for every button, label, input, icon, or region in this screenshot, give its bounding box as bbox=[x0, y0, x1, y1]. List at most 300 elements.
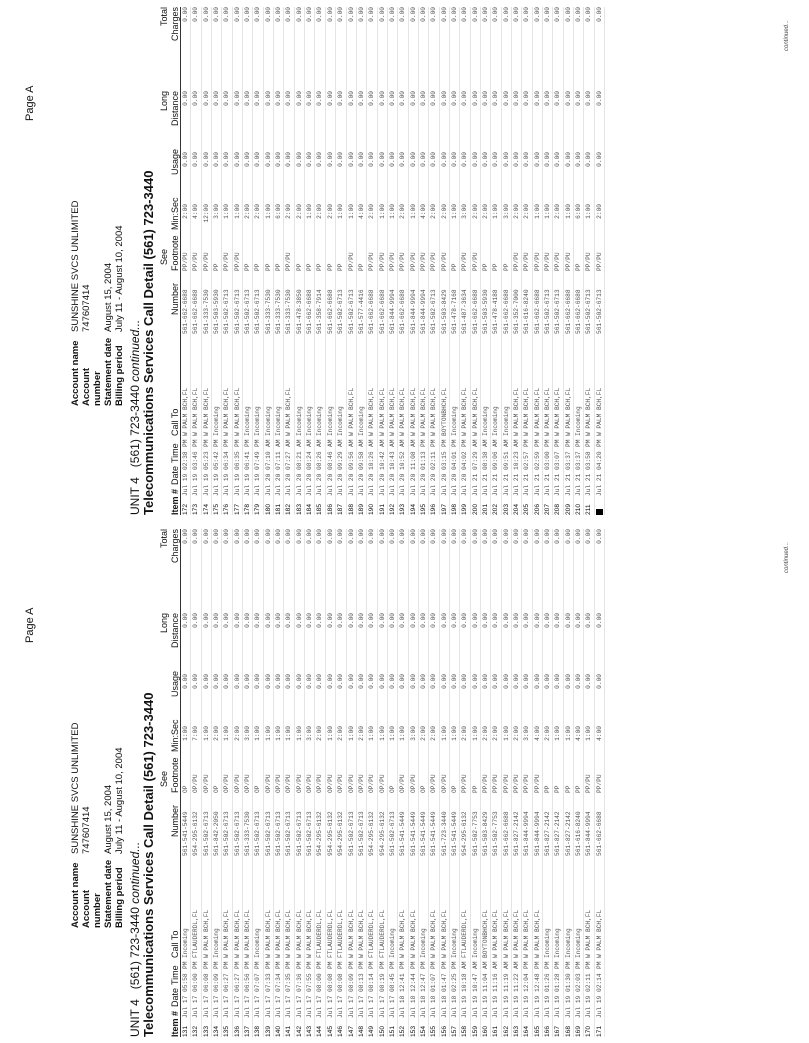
call-duration: 2:00 bbox=[244, 204, 252, 219]
call-date: Jul 17 bbox=[285, 995, 293, 1018]
long-distance-charge: 0.00 bbox=[264, 91, 272, 106]
table-row bbox=[440, 7, 450, 515]
call-to: W PALM BCH,FL bbox=[554, 387, 562, 436]
call-ampm: PM bbox=[192, 961, 200, 969]
call-time: 03:46 bbox=[192, 451, 200, 470]
long-distance-charge: 0.00 bbox=[554, 613, 562, 628]
usage-charge: 0.00 bbox=[554, 152, 562, 167]
call-to: FTLAUDERDL,FL bbox=[316, 909, 324, 958]
table-row bbox=[533, 7, 543, 515]
call-ampm: PM bbox=[419, 961, 427, 969]
call-date: Jul 17 bbox=[326, 995, 334, 1018]
call-date: Jul 20 bbox=[419, 473, 427, 496]
call-date: Jul 19 bbox=[471, 995, 479, 1018]
usage-charge: 0.00 bbox=[533, 152, 541, 167]
total-charge: 0.00 bbox=[326, 529, 334, 544]
call-date: Jul 19 bbox=[585, 995, 593, 1018]
call-ampm: PM bbox=[378, 961, 386, 969]
col-long: Long bbox=[159, 91, 169, 112]
call-duration: 12:00 bbox=[202, 204, 210, 223]
item-number: 170 bbox=[585, 1025, 593, 1037]
statement-date: August 15, 2004 bbox=[103, 262, 114, 332]
table-row bbox=[419, 7, 429, 515]
call-to: W PALM BCH,FL bbox=[202, 387, 210, 436]
call-footnote: PP/PU bbox=[471, 252, 479, 271]
usage-charge: 0.00 bbox=[202, 152, 210, 167]
call-date: Jul 20 bbox=[275, 473, 283, 496]
call-ampm: AM bbox=[502, 961, 510, 969]
call-to: FTLAUDERDL,FL bbox=[337, 909, 345, 958]
table-row bbox=[419, 529, 429, 1037]
call-duration: 2:00 bbox=[326, 204, 334, 219]
call-number: 561-662-6688 bbox=[368, 289, 376, 334]
continued-note: continued... bbox=[784, 541, 790, 573]
table-row bbox=[378, 529, 388, 1037]
table-row bbox=[471, 7, 481, 515]
call-footnote: PP/PU bbox=[233, 252, 241, 271]
table-row bbox=[336, 7, 346, 515]
table-row bbox=[295, 7, 305, 515]
table-row bbox=[553, 529, 563, 1037]
call-footnote: PP/PU bbox=[347, 252, 355, 271]
long-distance-charge: 0.00 bbox=[347, 613, 355, 628]
call-date: Jul 18 bbox=[409, 995, 417, 1018]
call-duration: 1:00 bbox=[440, 726, 448, 741]
call-date: Jul 17 bbox=[306, 995, 314, 1018]
item-number: 162 bbox=[502, 1025, 510, 1037]
total-charge: 0.00 bbox=[306, 7, 314, 22]
call-to: W PALM BCH,FL bbox=[523, 387, 531, 436]
item-number: 136 bbox=[233, 1025, 241, 1037]
call-footnote: OP/PU bbox=[192, 774, 200, 793]
call-time: 11:22 bbox=[513, 973, 520, 992]
call-to: Incoming bbox=[244, 406, 252, 436]
call-to: Incoming bbox=[357, 406, 365, 436]
call-to: W PALM BCH,FL bbox=[202, 909, 210, 958]
call-duration: 2:00 bbox=[481, 726, 489, 741]
call-date: Jul 18 bbox=[450, 995, 458, 1018]
call-time: 10:23 bbox=[513, 451, 520, 470]
billing-period-label: Billing period bbox=[114, 345, 125, 406]
call-ampm: PM bbox=[450, 439, 458, 447]
table-row bbox=[357, 7, 367, 515]
call-to: Incoming bbox=[254, 406, 262, 436]
call-footnote: PP/PU bbox=[368, 252, 376, 271]
long-distance-charge: 0.00 bbox=[533, 91, 541, 106]
col-min-sec: Min:Sec bbox=[170, 197, 180, 230]
call-ampm: PM bbox=[295, 961, 303, 969]
table-row bbox=[305, 529, 315, 1037]
long-distance-charge: 0.00 bbox=[254, 91, 262, 106]
call-to: Incoming bbox=[554, 928, 562, 958]
call-date: Jul 19 bbox=[254, 473, 262, 496]
call-duration: 1:00 bbox=[502, 726, 510, 741]
call-footnote: PP/PU bbox=[481, 774, 489, 793]
total-charge: 0.00 bbox=[316, 529, 324, 544]
item-number: 196 bbox=[430, 503, 438, 515]
item-number: 152 bbox=[399, 1025, 407, 1037]
long-distance-charge: 0.00 bbox=[213, 91, 221, 106]
call-duration: 1:00 bbox=[492, 204, 500, 219]
call-duration: 1:00 bbox=[223, 726, 231, 741]
call-time: 08:45 bbox=[388, 973, 396, 992]
call-ampm: PM bbox=[264, 961, 272, 969]
call-footnote: OP/PU bbox=[347, 774, 355, 793]
section-title: Telecommunications Services Call Detail (561) 723-3440 bbox=[141, 692, 156, 1037]
call-ampm: PM bbox=[202, 439, 210, 447]
item-number: 195 bbox=[419, 503, 427, 515]
call-ampm: AM bbox=[513, 961, 520, 969]
call-duration: 1:00 bbox=[233, 204, 241, 219]
item-number: 165 bbox=[533, 1025, 541, 1037]
call-ampm: PM bbox=[461, 439, 469, 447]
col-time: Time bbox=[170, 965, 180, 985]
long-distance-charge: 0.00 bbox=[378, 91, 386, 106]
call-duration: 2:00 bbox=[419, 726, 427, 741]
total-charge: 0.00 bbox=[264, 7, 272, 22]
usage-charge: 0.00 bbox=[378, 674, 386, 689]
call-ampm: PM bbox=[554, 439, 562, 447]
call-to: Incoming bbox=[388, 928, 396, 958]
call-ampm: AM bbox=[461, 961, 469, 969]
item-number: 179 bbox=[254, 503, 262, 515]
item-number: 159 bbox=[471, 1025, 479, 1037]
usage-charge: 0.00 bbox=[316, 152, 324, 167]
call-date: Jul 19 bbox=[513, 995, 520, 1018]
call-duration: 4:00 bbox=[357, 204, 365, 219]
call-duration: 2:00 bbox=[233, 726, 241, 741]
call-number: 561-503-8429 bbox=[481, 811, 489, 856]
item-number: 168 bbox=[564, 1025, 572, 1037]
call-to: Incoming bbox=[213, 406, 221, 436]
call-number: 561-502-6713 bbox=[244, 289, 252, 334]
long-distance-charge: 0.00 bbox=[564, 91, 572, 106]
call-number: 561-478-3850 bbox=[295, 289, 303, 334]
total-charge: 0.00 bbox=[244, 7, 252, 22]
usage-charge: 0.00 bbox=[223, 674, 231, 689]
long-distance-charge: 0.00 bbox=[419, 91, 427, 106]
total-charge: 0.00 bbox=[544, 529, 552, 544]
call-ampm: PM bbox=[347, 961, 355, 969]
call-footnote: PP bbox=[554, 785, 562, 793]
call-footnote: OP bbox=[388, 785, 396, 793]
call-ampm: PM bbox=[564, 439, 572, 447]
call-footnote: PP bbox=[213, 263, 221, 271]
call-duration: 3:00 bbox=[523, 726, 531, 741]
total-charge: 0.00 bbox=[492, 7, 500, 22]
call-footnote: PP/PU bbox=[285, 252, 293, 271]
total-charge: 0.00 bbox=[564, 7, 572, 22]
call-ampm: AM bbox=[471, 439, 479, 447]
col-distance: Distance bbox=[170, 613, 180, 649]
call-footnote: PP bbox=[575, 263, 583, 271]
call-time: 10:52 bbox=[399, 451, 407, 470]
call-footnote: PP bbox=[357, 263, 365, 271]
call-ampm: PM bbox=[430, 961, 438, 969]
call-duration: 3:00 bbox=[244, 726, 252, 741]
call-footnote: OP/PU bbox=[337, 774, 345, 793]
total-charge: 0.00 bbox=[357, 7, 365, 22]
call-ampm: PM bbox=[533, 961, 541, 969]
call-duration: 1:00 bbox=[326, 726, 334, 741]
long-distance-charge: 0.00 bbox=[564, 613, 572, 628]
total-charge: 0.00 bbox=[192, 529, 200, 544]
call-time: 07:33 bbox=[264, 973, 272, 992]
col-date: Date bbox=[170, 987, 180, 1007]
total-charge: 0.00 bbox=[513, 529, 520, 544]
call-duration: 1:00 bbox=[347, 204, 355, 219]
total-charge: 0.00 bbox=[481, 7, 489, 22]
call-date: Jul 20 bbox=[285, 473, 293, 496]
call-number: 561-352-7000 bbox=[513, 289, 520, 334]
call-to: W PALM BCH,FL bbox=[347, 387, 355, 436]
table-row bbox=[502, 7, 512, 515]
call-date: Jul 17 bbox=[202, 995, 210, 1018]
call-to: BOYTONBHCH,FL bbox=[481, 909, 489, 958]
total-charge: 0.00 bbox=[554, 7, 562, 22]
call-number: 561-502-6713 bbox=[254, 811, 262, 856]
table-row bbox=[574, 529, 584, 1037]
call-to: W PALM BCH,FL bbox=[285, 387, 293, 436]
col-usage: Usage bbox=[170, 670, 180, 697]
long-distance-charge: 0.00 bbox=[492, 613, 500, 628]
long-distance-charge: 0.00 bbox=[254, 613, 262, 628]
call-number: 561-502-6713 bbox=[233, 811, 241, 856]
call-number: 561-827-2142 bbox=[564, 811, 572, 856]
long-distance-charge: 0.00 bbox=[409, 91, 417, 106]
item-number: 149 bbox=[368, 1025, 376, 1037]
call-time: 03:58 bbox=[585, 451, 593, 470]
call-ampm: PM bbox=[316, 961, 324, 969]
call-footnote: OP/PU bbox=[285, 774, 293, 793]
call-footnote: OP/PU bbox=[306, 774, 314, 793]
long-distance-charge: 0.00 bbox=[523, 613, 531, 628]
item-number: 166 bbox=[544, 1025, 552, 1037]
call-ampm: AM bbox=[481, 961, 489, 969]
call-time: 07:34 bbox=[275, 973, 283, 992]
call-to: Incoming bbox=[450, 928, 458, 958]
usage-charge: 0.00 bbox=[337, 674, 345, 689]
table-row bbox=[274, 7, 284, 515]
call-duration: 2:00 bbox=[595, 204, 603, 219]
call-duration: 6:00 bbox=[575, 204, 583, 219]
call-number: 561-478-7168 bbox=[450, 289, 458, 334]
call-number: 561-503-5930 bbox=[481, 289, 489, 334]
usage-charge: 0.00 bbox=[326, 152, 334, 167]
call-duration: 1:00 bbox=[564, 204, 572, 219]
call-ampm: AM bbox=[368, 439, 376, 447]
col-number: Number bbox=[170, 804, 180, 837]
table-row bbox=[409, 529, 419, 1037]
call-date: Jul 18 bbox=[440, 995, 448, 1018]
call-to: W PALM BCH,FL bbox=[275, 909, 283, 958]
call-time: 06:27 bbox=[223, 973, 231, 992]
call-number: 561-502-6713 bbox=[223, 289, 231, 334]
usage-charge: 0.00 bbox=[388, 674, 396, 689]
call-time: 08:46 bbox=[326, 451, 334, 470]
unit-label: UNIT 4 bbox=[128, 477, 142, 515]
call-date: Jul 19 bbox=[233, 473, 241, 496]
usage-charge: 0.00 bbox=[544, 674, 552, 689]
call-duration: 6:00 bbox=[275, 204, 283, 219]
call-number: 561-662-6688 bbox=[595, 811, 603, 856]
call-to: Incoming bbox=[564, 928, 572, 958]
call-to: Incoming bbox=[419, 928, 427, 958]
table-row bbox=[222, 529, 232, 1037]
call-footnote: PP bbox=[544, 785, 552, 793]
call-duration: 2:00 bbox=[523, 204, 531, 219]
usage-charge: 0.00 bbox=[523, 152, 531, 167]
call-ampm: AM bbox=[337, 439, 345, 447]
call-footnote: OP/PU bbox=[316, 774, 324, 793]
call-to: W PALM BCH,FL bbox=[357, 909, 365, 958]
total-charge: 0.00 bbox=[244, 529, 252, 544]
call-to: Incoming bbox=[337, 406, 345, 436]
section-title: Telecommunications Services Call Detail (561) 723-3440 bbox=[141, 170, 156, 515]
call-time: 08:08 bbox=[337, 973, 345, 992]
total-charge: 0.00 bbox=[595, 529, 603, 544]
call-footnote: PP bbox=[492, 263, 500, 271]
unit-line bbox=[128, 320, 142, 515]
call-time: 07:10 bbox=[264, 451, 272, 470]
item-number: 194 bbox=[409, 503, 417, 515]
item-number: 143 bbox=[306, 1025, 314, 1037]
call-duration: 2:00 bbox=[430, 726, 438, 741]
call-time: 02:14 bbox=[595, 973, 603, 992]
call-footnote: OP/PU bbox=[223, 774, 231, 793]
long-distance-charge: 0.00 bbox=[544, 613, 552, 628]
item-number: 200 bbox=[471, 503, 479, 515]
call-footnote: PP/PU bbox=[182, 252, 189, 271]
call-ampm: PM bbox=[544, 439, 552, 447]
usage-charge: 0.00 bbox=[326, 674, 334, 689]
table-row bbox=[512, 7, 522, 515]
account-name: SUNSHINE SVCS UNLIMITED bbox=[70, 200, 81, 332]
total-charge: 0.00 bbox=[523, 529, 531, 544]
long-distance-charge: 0.00 bbox=[450, 91, 458, 106]
call-number: 561-844-9994 bbox=[533, 811, 541, 856]
call-number: 561-662-6688 bbox=[378, 289, 386, 334]
call-number: 561-358-7914 bbox=[316, 289, 324, 334]
long-distance-charge: 0.00 bbox=[264, 613, 272, 628]
call-date: Jul 21 bbox=[502, 473, 510, 496]
item-number: 158 bbox=[461, 1025, 469, 1037]
item-number: 141 bbox=[285, 1025, 293, 1037]
call-time: 03:15 bbox=[440, 451, 448, 470]
call-ampm: AM bbox=[264, 439, 272, 447]
call-to: W PALM BCH,FL bbox=[492, 909, 500, 958]
call-ampm: AM bbox=[471, 961, 479, 969]
total-charge: 0.00 bbox=[378, 529, 386, 544]
call-number: 561-844-9994 bbox=[585, 811, 593, 856]
unit-phone: (561) 723-3440 bbox=[128, 385, 142, 468]
long-distance-charge: 0.00 bbox=[595, 613, 603, 628]
call-ampm: AM bbox=[481, 439, 489, 447]
usage-charge: 0.00 bbox=[533, 674, 541, 689]
long-distance-charge: 0.00 bbox=[481, 91, 489, 106]
total-charge: 0.00 bbox=[347, 7, 355, 22]
call-duration: 2:00 bbox=[513, 204, 520, 219]
long-distance-charge: 0.00 bbox=[285, 613, 293, 628]
call-number: 561-502-6713 bbox=[430, 289, 438, 334]
call-date: Jul 21 bbox=[575, 473, 583, 496]
item-number: 197 bbox=[440, 503, 448, 515]
call-date: Jul 20 bbox=[378, 473, 386, 496]
long-distance-charge: 0.00 bbox=[523, 91, 531, 106]
call-ampm: PM bbox=[223, 961, 231, 969]
call-number: 561-502-6713 bbox=[254, 289, 262, 334]
call-time: 10:18 bbox=[461, 973, 469, 992]
call-to: W PALM BCH,FL bbox=[388, 387, 396, 436]
item-number: 189 bbox=[357, 503, 365, 515]
call-ampm: PM bbox=[182, 961, 189, 969]
long-distance-charge: 0.00 bbox=[202, 91, 210, 106]
usage-charge: 0.00 bbox=[192, 674, 200, 689]
table-row bbox=[326, 7, 336, 515]
call-number: 561-844-9994 bbox=[523, 811, 531, 856]
col-footnote: Footnote bbox=[170, 235, 180, 271]
call-number: 561-487-3634 bbox=[461, 289, 469, 334]
table-row bbox=[481, 529, 491, 1037]
total-charge: 0.00 bbox=[213, 529, 221, 544]
table-row bbox=[595, 7, 605, 515]
call-number: 561-827-2142 bbox=[544, 811, 552, 856]
total-charge: 0.00 bbox=[306, 529, 314, 544]
item-number: 199 bbox=[461, 503, 469, 515]
call-number: 954-295-6132 bbox=[368, 811, 376, 856]
call-duration: 1:00 bbox=[564, 726, 572, 741]
long-distance-charge: 0.00 bbox=[275, 91, 283, 106]
call-footnote: PP/PU bbox=[378, 252, 386, 271]
call-date: Jul 17 bbox=[244, 995, 252, 1018]
call-duration: 2:00 bbox=[544, 726, 552, 741]
call-date: Jul 20 bbox=[316, 473, 324, 496]
usage-charge: 0.00 bbox=[471, 674, 479, 689]
table-row bbox=[284, 7, 294, 515]
item-number: 133 bbox=[202, 1025, 210, 1037]
table-row bbox=[315, 529, 325, 1037]
call-number: 561-502-6713 bbox=[295, 811, 303, 856]
call-footnote: PP bbox=[564, 785, 572, 793]
call-date: Jul 21 bbox=[513, 473, 520, 496]
call-ampm: PM bbox=[233, 961, 241, 969]
table-row bbox=[295, 529, 305, 1037]
item-number: 208 bbox=[554, 503, 562, 515]
call-number: 561-502-6713 bbox=[306, 811, 314, 856]
item-number: 198 bbox=[450, 503, 458, 515]
total-charge: 0.00 bbox=[533, 7, 541, 22]
call-to: FTLAUDERDL,FL bbox=[326, 909, 334, 958]
call-date: Jul 17 bbox=[368, 995, 376, 1018]
call-ampm: PM bbox=[440, 961, 448, 969]
table-row bbox=[378, 7, 388, 515]
call-ampm: PM bbox=[213, 439, 221, 447]
call-to: W PALM BCH,FL bbox=[461, 387, 469, 436]
call-number: 561-541-5449 bbox=[182, 811, 189, 856]
call-footnote: PP bbox=[275, 263, 283, 271]
long-distance-charge: 0.00 bbox=[430, 91, 438, 106]
long-distance-charge: 0.00 bbox=[233, 91, 241, 106]
call-table-right bbox=[181, 7, 605, 515]
table-row bbox=[553, 7, 563, 515]
usage-charge: 0.00 bbox=[430, 152, 438, 167]
call-footnote: PP/PU bbox=[192, 252, 200, 271]
call-to: W PALM BCH,FL bbox=[347, 909, 355, 958]
call-to: Incoming bbox=[544, 928, 552, 958]
call-date: Jul 20 bbox=[461, 473, 469, 496]
total-charge: 0.00 bbox=[368, 529, 376, 544]
call-footnote: PP bbox=[575, 785, 583, 793]
